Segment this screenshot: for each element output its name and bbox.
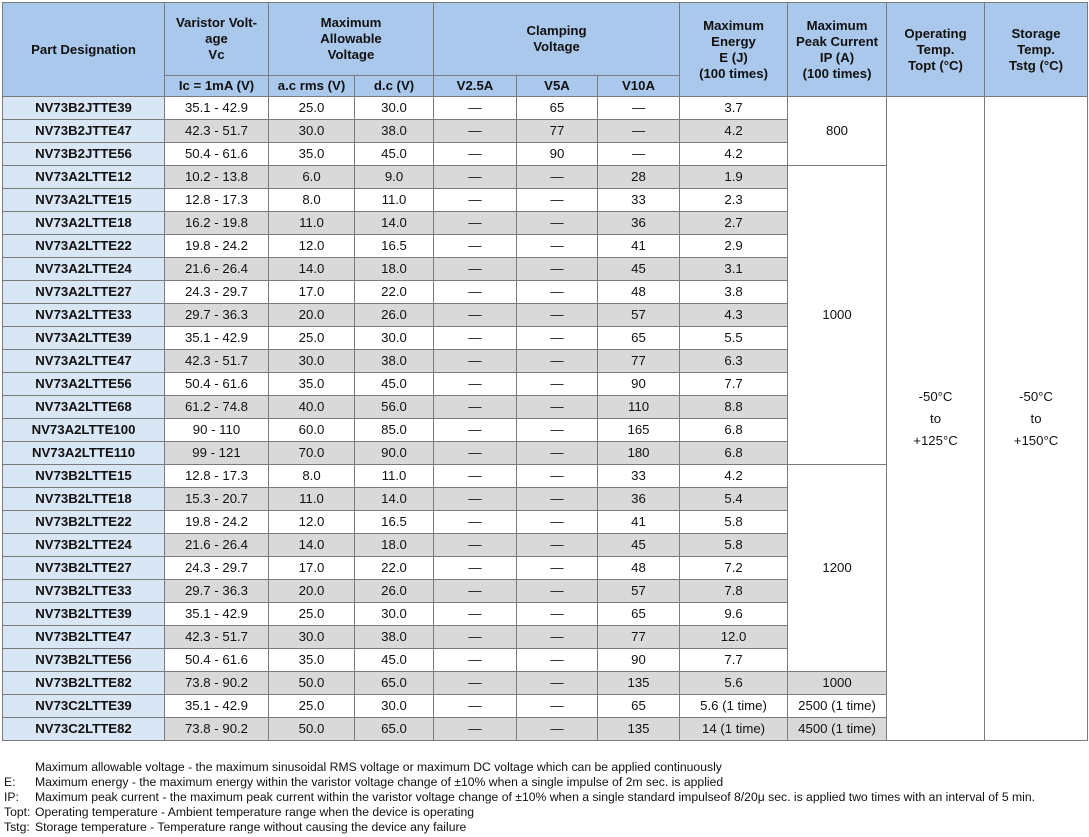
temp-line: -50°C — [1019, 388, 1053, 404]
energy-cell: 6.8 — [680, 419, 788, 442]
ac-voltage-cell: 35.0 — [269, 373, 355, 396]
v10a-cell: — — [598, 120, 680, 143]
varistor-voltage-cell: 35.1 - 42.9 — [165, 603, 269, 626]
ac-voltage-cell: 14.0 — [269, 534, 355, 557]
dc-voltage-cell: 22.0 — [355, 281, 434, 304]
v10a-cell: 45 — [598, 258, 680, 281]
dc-voltage-cell: 45.0 — [355, 143, 434, 166]
varistor-voltage-cell: 35.1 - 42.9 — [165, 695, 269, 718]
dc-voltage-cell: 45.0 — [355, 649, 434, 672]
peak-current-cell: 800 — [788, 97, 887, 166]
v2-5a-cell: — — [434, 534, 517, 557]
part-designation: NV73B2LTTE39 — [3, 603, 165, 626]
dc-voltage-cell: 14.0 — [355, 488, 434, 511]
v5a-cell: — — [517, 534, 598, 557]
energy-cell: 8.8 — [680, 396, 788, 419]
v10a-cell: 65 — [598, 695, 680, 718]
ac-voltage-cell: 60.0 — [269, 419, 355, 442]
dc-voltage-cell: 45.0 — [355, 373, 434, 396]
dc-voltage-cell: 9.0 — [355, 166, 434, 189]
varistor-voltage-cell: 21.6 - 26.4 — [165, 258, 269, 281]
part-designation: NV73C2LTTE82 — [3, 718, 165, 741]
v10a-cell: 77 — [598, 626, 680, 649]
v10a-cell: 135 — [598, 718, 680, 741]
ac-voltage-cell: 20.0 — [269, 304, 355, 327]
varistor-voltage-cell: 50.4 - 61.6 — [165, 649, 269, 672]
ac-voltage-cell: 12.0 — [269, 511, 355, 534]
subheader-ac-rms: a.c rms (V) — [269, 76, 355, 97]
footnote-text: Maximum peak current - the maximum peak current within the varistor voltage change of ±10% when a single standard impulseof 8/20μ sec. is applied two times with an interval of 5 min. — [35, 790, 1036, 804]
footnote-text: Storage temperature - Temperature range without causing the device any failure — [35, 820, 467, 834]
ac-voltage-cell: 6.0 — [269, 166, 355, 189]
dc-voltage-cell: 18.0 — [355, 258, 434, 281]
part-designation: NV73A2LTTE15 — [3, 189, 165, 212]
ac-voltage-cell: 50.0 — [269, 672, 355, 695]
v10a-cell: 77 — [598, 350, 680, 373]
varistor-voltage-cell: 24.3 - 29.7 — [165, 281, 269, 304]
footnote — [4, 775, 1035, 790]
energy-cell: 3.1 — [680, 258, 788, 281]
part-designation: NV73B2JTTE47 — [3, 120, 165, 143]
header-max-energy: Maximum Energy E (J) (100 times) — [680, 3, 788, 97]
v10a-cell: 65 — [598, 327, 680, 350]
operating-temp-range — [887, 97, 985, 741]
part-designation: NV73A2LTTE56 — [3, 373, 165, 396]
v5a-cell: — — [517, 672, 598, 695]
v10a-cell: 28 — [598, 166, 680, 189]
v2-5a-cell: — — [434, 442, 517, 465]
energy-cell: 5.5 — [680, 327, 788, 350]
v2-5a-cell: — — [434, 649, 517, 672]
v5a-cell: — — [517, 373, 598, 396]
v2-5a-cell: — — [434, 304, 517, 327]
dc-voltage-cell: 30.0 — [355, 327, 434, 350]
v10a-cell: 48 — [598, 281, 680, 304]
footnote — [4, 805, 1035, 820]
footnote — [4, 760, 1035, 775]
part-designation: NV73B2LTTE56 — [3, 649, 165, 672]
v2-5a-cell: — — [434, 327, 517, 350]
energy-cell: 3.7 — [680, 97, 788, 120]
varistor-voltage-cell: 29.7 - 36.3 — [165, 580, 269, 603]
varistor-voltage-cell: 73.8 - 90.2 — [165, 672, 269, 695]
dc-voltage-cell: 16.5 — [355, 511, 434, 534]
dc-voltage-cell: 18.0 — [355, 534, 434, 557]
v10a-cell: 45 — [598, 534, 680, 557]
part-designation: NV73A2LTTE12 — [3, 166, 165, 189]
v2-5a-cell: — — [434, 166, 517, 189]
footnote — [4, 820, 1035, 835]
footnote-text: Maximum allowable voltage - the maximum sinusoidal RMS voltage or maximum DC voltage which can be applied continuously — [35, 760, 722, 774]
energy-cell: 7.8 — [680, 580, 788, 603]
energy-cell: 5.4 — [680, 488, 788, 511]
varistor-voltage-cell: 73.8 - 90.2 — [165, 718, 269, 741]
dc-voltage-cell: 30.0 — [355, 603, 434, 626]
ac-voltage-cell: 8.0 — [269, 189, 355, 212]
energy-cell: 5.6 — [680, 672, 788, 695]
v5a-cell: — — [517, 626, 598, 649]
v10a-cell: — — [598, 143, 680, 166]
energy-cell: 4.2 — [680, 143, 788, 166]
ac-voltage-cell: 11.0 — [269, 212, 355, 235]
header-max-peak-current: Maximum Peak Current IP (A) (100 times) — [788, 3, 887, 97]
v2-5a-cell: — — [434, 511, 517, 534]
v5a-cell: — — [517, 603, 598, 626]
part-designation: NV73B2LTTE33 — [3, 580, 165, 603]
ac-voltage-cell: 70.0 — [269, 442, 355, 465]
energy-cell: 2.7 — [680, 212, 788, 235]
energy-cell: 6.8 — [680, 442, 788, 465]
energy-cell: 12.0 — [680, 626, 788, 649]
v2-5a-cell: — — [434, 373, 517, 396]
energy-cell: 6.3 — [680, 350, 788, 373]
part-designation: NV73A2LTTE33 — [3, 304, 165, 327]
varistor-voltage-cell: 29.7 - 36.3 — [165, 304, 269, 327]
ac-voltage-cell: 11.0 — [269, 488, 355, 511]
v10a-cell: 57 — [598, 304, 680, 327]
v5a-cell: — — [517, 718, 598, 741]
table-row — [3, 97, 1088, 120]
v10a-cell: 90 — [598, 649, 680, 672]
part-designation: NV73A2LTTE24 — [3, 258, 165, 281]
v10a-cell: 135 — [598, 672, 680, 695]
varistor-voltage-cell: 16.2 - 19.8 — [165, 212, 269, 235]
header-max-allowable-voltage: Maximum Allowable Voltage — [269, 3, 434, 76]
temp-line: to — [930, 410, 942, 426]
ac-voltage-cell: 20.0 — [269, 580, 355, 603]
v10a-cell: 33 — [598, 465, 680, 488]
storage-temp-range — [985, 97, 1088, 741]
subheader-v5a: V5A — [517, 76, 598, 97]
energy-cell: 2.9 — [680, 235, 788, 258]
part-designation: NV73B2LTTE15 — [3, 465, 165, 488]
v2-5a-cell: — — [434, 189, 517, 212]
energy-cell: 14 (1 time) — [680, 718, 788, 741]
part-designation: NV73B2LTTE27 — [3, 557, 165, 580]
v5a-cell: — — [517, 212, 598, 235]
dc-voltage-cell: 65.0 — [355, 718, 434, 741]
energy-cell: 1.9 — [680, 166, 788, 189]
ac-voltage-cell: 30.0 — [269, 350, 355, 373]
part-designation: NV73A2LTTE27 — [3, 281, 165, 304]
footnote-key: Topt: — [4, 805, 31, 819]
energy-cell: 5.8 — [680, 511, 788, 534]
header-storage-temp: Storage Temp. Tstg (°C) — [985, 3, 1088, 97]
v5a-cell: — — [517, 419, 598, 442]
header-operating-temp: Operating Temp. Topt (°C) — [887, 3, 985, 97]
v5a-cell: — — [517, 580, 598, 603]
ac-voltage-cell: 35.0 — [269, 143, 355, 166]
footnote-text: Operating temperature - Ambient temperature range when the device is operating — [35, 805, 474, 819]
v2-5a-cell: — — [434, 672, 517, 695]
v2-5a-cell: — — [434, 465, 517, 488]
part-designation: NV73B2LTTE22 — [3, 511, 165, 534]
peak-current-cell: 4500 (1 time) — [788, 718, 887, 741]
v10a-cell: 36 — [598, 488, 680, 511]
footnote-key: Tstg: — [4, 820, 30, 834]
ac-voltage-cell: 25.0 — [269, 327, 355, 350]
energy-cell: 2.3 — [680, 189, 788, 212]
v5a-cell: — — [517, 557, 598, 580]
v5a-cell: — — [517, 281, 598, 304]
ac-voltage-cell: 17.0 — [269, 557, 355, 580]
energy-cell: 7.7 — [680, 649, 788, 672]
v2-5a-cell: — — [434, 396, 517, 419]
v10a-cell: 65 — [598, 603, 680, 626]
energy-cell: 4.2 — [680, 465, 788, 488]
v2-5a-cell: — — [434, 258, 517, 281]
footnote-key: IP: — [4, 790, 19, 804]
dc-voltage-cell: 65.0 — [355, 672, 434, 695]
v5a-cell: — — [517, 396, 598, 419]
v2-5a-cell: — — [434, 695, 517, 718]
subheader-ic: Ic = 1mA (V) — [165, 76, 269, 97]
v2-5a-cell: — — [434, 626, 517, 649]
v10a-cell: 33 — [598, 189, 680, 212]
dc-voltage-cell: 38.0 — [355, 120, 434, 143]
v5a-cell: — — [517, 350, 598, 373]
ac-voltage-cell: 17.0 — [269, 281, 355, 304]
ac-voltage-cell: 14.0 — [269, 258, 355, 281]
v2-5a-cell: — — [434, 488, 517, 511]
v10a-cell: — — [598, 97, 680, 120]
dc-voltage-cell: 38.0 — [355, 626, 434, 649]
dc-voltage-cell: 30.0 — [355, 695, 434, 718]
v5a-cell: — — [517, 465, 598, 488]
v10a-cell: 90 — [598, 373, 680, 396]
v5a-cell: — — [517, 695, 598, 718]
energy-cell: 5.6 (1 time) — [680, 695, 788, 718]
varistor-voltage-cell: 35.1 - 42.9 — [165, 97, 269, 120]
ac-voltage-cell: 25.0 — [269, 97, 355, 120]
v5a-cell: — — [517, 189, 598, 212]
ac-voltage-cell: 12.0 — [269, 235, 355, 258]
ac-voltage-cell: 8.0 — [269, 465, 355, 488]
v5a-cell: — — [517, 488, 598, 511]
footnote-text: Maximum energy - the maximum energy within the varistor voltage change of ±10% when a single impulse of 2m sec. is applied — [35, 775, 724, 789]
dc-voltage-cell: 26.0 — [355, 580, 434, 603]
energy-cell: 7.2 — [680, 557, 788, 580]
footnote — [4, 790, 1035, 805]
varistor-voltage-cell: 21.6 - 26.4 — [165, 534, 269, 557]
v2-5a-cell: — — [434, 603, 517, 626]
v5a-cell: — — [517, 235, 598, 258]
temp-line: +125°C — [913, 432, 958, 448]
varistor-voltage-cell: 90 - 110 — [165, 419, 269, 442]
v10a-cell: 180 — [598, 442, 680, 465]
subheader-v10a: V10A — [598, 76, 680, 97]
dc-voltage-cell: 56.0 — [355, 396, 434, 419]
v5a-cell: — — [517, 442, 598, 465]
v10a-cell: 57 — [598, 580, 680, 603]
v2-5a-cell: — — [434, 350, 517, 373]
v2-5a-cell: — — [434, 97, 517, 120]
dc-voltage-cell: 22.0 — [355, 557, 434, 580]
footnote-key: E: — [4, 775, 16, 789]
varistor-voltage-cell: 35.1 - 42.9 — [165, 327, 269, 350]
varistor-voltage-cell: 61.2 - 74.8 — [165, 396, 269, 419]
v10a-cell: 41 — [598, 511, 680, 534]
part-designation: NV73A2LTTE39 — [3, 327, 165, 350]
dc-voltage-cell: 38.0 — [355, 350, 434, 373]
v10a-cell: 41 — [598, 235, 680, 258]
part-designation: NV73A2LTTE68 — [3, 396, 165, 419]
part-designation: NV73B2JTTE39 — [3, 97, 165, 120]
energy-cell: 7.7 — [680, 373, 788, 396]
v2-5a-cell: — — [434, 281, 517, 304]
energy-cell: 5.8 — [680, 534, 788, 557]
header-clamping-voltage: Clamping Voltage — [434, 3, 680, 76]
dc-voltage-cell: 85.0 — [355, 419, 434, 442]
varistor-voltage-cell: 42.3 - 51.7 — [165, 350, 269, 373]
ac-voltage-cell: 35.0 — [269, 649, 355, 672]
part-designation: NV73A2LTTE110 — [3, 442, 165, 465]
dc-voltage-cell: 30.0 — [355, 97, 434, 120]
energy-cell: 4.2 — [680, 120, 788, 143]
varistor-voltage-cell: 10.2 - 13.8 — [165, 166, 269, 189]
peak-current-cell: 2500 (1 time) — [788, 695, 887, 718]
v5a-cell: — — [517, 258, 598, 281]
header-varistor-voltage: Varistor Volt- age Vc — [165, 3, 269, 76]
temp-line: +150°C — [1013, 432, 1059, 448]
varistor-spec-table — [2, 2, 1088, 741]
v2-5a-cell: — — [434, 212, 517, 235]
temp-line: to — [1030, 410, 1042, 426]
v2-5a-cell: — — [434, 143, 517, 166]
v2-5a-cell: — — [434, 557, 517, 580]
varistor-voltage-cell: 19.8 - 24.2 — [165, 511, 269, 534]
ac-voltage-cell: 30.0 — [269, 626, 355, 649]
energy-cell: 4.3 — [680, 304, 788, 327]
v10a-cell: 48 — [598, 557, 680, 580]
v5a-cell: 77 — [517, 120, 598, 143]
header-part-designation: Part Designation — [3, 3, 165, 97]
v10a-cell: 165 — [598, 419, 680, 442]
dc-voltage-cell: 14.0 — [355, 212, 434, 235]
part-designation: NV73A2LTTE100 — [3, 419, 165, 442]
ac-voltage-cell: 25.0 — [269, 603, 355, 626]
footnote-key — [4, 760, 35, 775]
v2-5a-cell: — — [434, 235, 517, 258]
dc-voltage-cell: 26.0 — [355, 304, 434, 327]
peak-current-cell: 1000 — [788, 166, 887, 465]
ac-voltage-cell: 30.0 — [269, 120, 355, 143]
v5a-cell: — — [517, 511, 598, 534]
v2-5a-cell: — — [434, 580, 517, 603]
temp-line: -50°C — [918, 388, 953, 404]
v10a-cell: 110 — [598, 396, 680, 419]
part-designation: NV73A2LTTE18 — [3, 212, 165, 235]
varistor-voltage-cell: 42.3 - 51.7 — [165, 626, 269, 649]
dc-voltage-cell: 11.0 — [355, 189, 434, 212]
dc-voltage-cell: 16.5 — [355, 235, 434, 258]
v5a-cell: 90 — [517, 143, 598, 166]
varistor-voltage-cell: 24.3 - 29.7 — [165, 557, 269, 580]
varistor-voltage-cell: 50.4 - 61.6 — [165, 373, 269, 396]
v5a-cell: — — [517, 649, 598, 672]
subheader-v2-5a: V2.5A — [434, 76, 517, 97]
varistor-voltage-cell: 19.8 - 24.2 — [165, 235, 269, 258]
varistor-voltage-cell: 99 - 121 — [165, 442, 269, 465]
part-designation: NV73B2LTTE18 — [3, 488, 165, 511]
v5a-cell: 65 — [517, 97, 598, 120]
varistor-voltage-cell: 12.8 - 17.3 — [165, 465, 269, 488]
varistor-voltage-cell: 50.4 - 61.6 — [165, 143, 269, 166]
subheader-dc: d.c (V) — [355, 76, 434, 97]
v2-5a-cell: — — [434, 419, 517, 442]
dc-voltage-cell: 11.0 — [355, 465, 434, 488]
part-designation: NV73C2LTTE39 — [3, 695, 165, 718]
part-designation: NV73A2LTTE22 — [3, 235, 165, 258]
footnotes — [4, 760, 1035, 835]
v2-5a-cell: — — [434, 718, 517, 741]
part-designation: NV73A2LTTE47 — [3, 350, 165, 373]
ac-voltage-cell: 50.0 — [269, 718, 355, 741]
v10a-cell: 36 — [598, 212, 680, 235]
energy-cell: 3.8 — [680, 281, 788, 304]
varistor-voltage-cell: 15.3 - 20.7 — [165, 488, 269, 511]
ac-voltage-cell: 40.0 — [269, 396, 355, 419]
peak-current-cell: 1000 — [788, 672, 887, 695]
peak-current-cell: 1200 — [788, 465, 887, 672]
dc-voltage-cell: 90.0 — [355, 442, 434, 465]
v5a-cell: — — [517, 327, 598, 350]
part-designation: NV73B2LTTE24 — [3, 534, 165, 557]
v5a-cell: — — [517, 304, 598, 327]
part-designation: NV73B2JTTE56 — [3, 143, 165, 166]
varistor-voltage-cell: 42.3 - 51.7 — [165, 120, 269, 143]
ac-voltage-cell: 25.0 — [269, 695, 355, 718]
varistor-voltage-cell: 12.8 - 17.3 — [165, 189, 269, 212]
part-designation: NV73B2LTTE47 — [3, 626, 165, 649]
part-designation: NV73B2LTTE82 — [3, 672, 165, 695]
v2-5a-cell: — — [434, 120, 517, 143]
energy-cell: 9.6 — [680, 603, 788, 626]
v5a-cell: — — [517, 166, 598, 189]
